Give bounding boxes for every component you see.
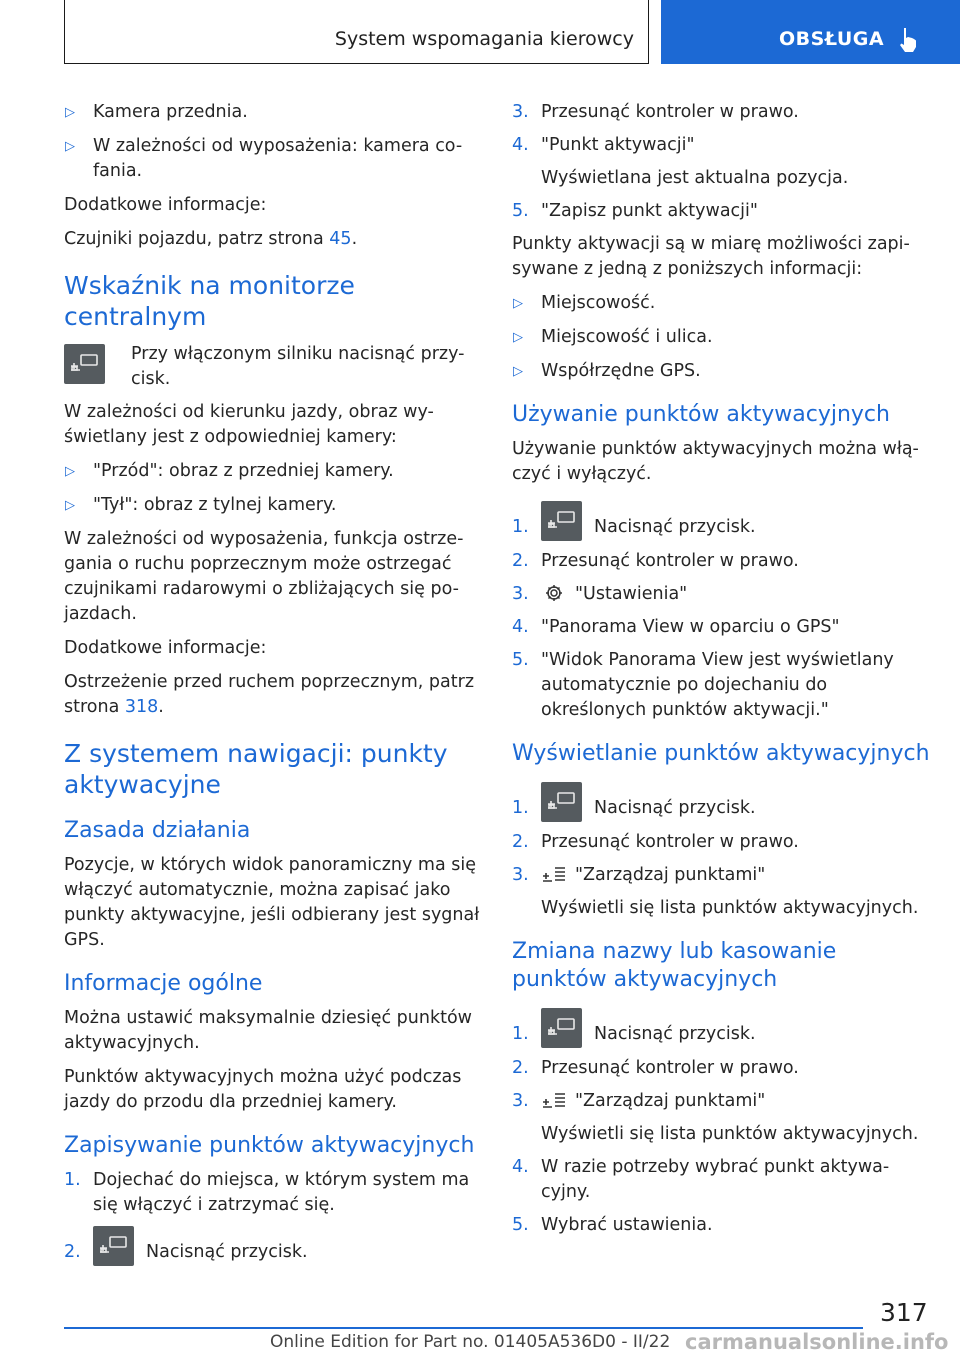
step-note: Wyświetli się lista punktów aktywacyjnych. — [541, 898, 919, 918]
step-item: 3. "Zarządzaj punktami" — [512, 863, 930, 888]
list-item: ▷ Miejscowość. — [512, 291, 930, 316]
header-section-box — [64, 0, 649, 64]
step-number: 2. — [64, 1242, 81, 1262]
step-number: 3. — [512, 1091, 529, 1111]
step-number: 3. — [512, 102, 529, 122]
list-manage-icon — [541, 864, 567, 884]
subsection-heading: Informacje ogólne — [64, 971, 263, 996]
step-item: 4. "Panorama View w oparciu o GPS" — [512, 615, 930, 640]
step-number: 1. — [512, 1024, 529, 1044]
header-tab — [661, 0, 960, 64]
step-number: 5. — [512, 1215, 529, 1235]
camera-view-button-icon — [541, 1008, 582, 1048]
step-number: 4. — [512, 1157, 529, 1177]
subsection-heading: Zasada działania — [64, 818, 251, 843]
step-item: 3. "Zarządzaj punktami" — [512, 1089, 930, 1114]
paragraph: Dodatkowe informacje: — [64, 638, 267, 658]
paragraph: Ostrzeżenie przed ruchem poprzecznym, patrz strona 318. — [64, 672, 475, 717]
camera-view-button-icon — [64, 344, 105, 384]
step-item: 1. Nacisnąć przycisk. — [512, 1008, 930, 1048]
step-item: 5. Wybrać ustawienia. — [512, 1213, 930, 1238]
bullet-icon: ▷ — [65, 498, 75, 513]
step-item: 2. Przesunąć kontroler w prawo. — [512, 830, 930, 855]
paragraph: Można ustawić maksymalnie dziesięć punktów aktywacyjnych. — [64, 1008, 472, 1053]
subsection-heading: Zapisywanie punktów aktywacyjnych — [64, 1133, 475, 1158]
step-item: 2. Przesunąć kontroler w prawo. — [512, 549, 930, 574]
paragraph: W zależności od wyposażenia, funkcja ostrze-gania o ruchu poprzecznym może ostrzegać czujnikami radarowymi o zbliżających się po-jazdach. — [64, 529, 464, 624]
page-link[interactable]: 45 — [329, 229, 352, 249]
paragraph: W zależności od kierunku jazdy, obraz wy-świetlany jest z odpowiedniej kamery: — [64, 402, 434, 447]
paragraph: Pozycje, w których widok panoramiczny ma się włączyć automatycznie, można zapisać jako punkty aktywacyjne, jeśli odbierany jest sygnał GPS. — [64, 855, 480, 950]
right-column — [512, 100, 930, 1246]
step-number: 4. — [512, 135, 529, 155]
step-item: 2. Przesunąć kontroler w prawo. — [512, 1056, 930, 1081]
list-item: ▷ Współrzędne GPS. — [512, 359, 930, 384]
section-title: System wspomagania kierowcy — [334, 28, 634, 50]
pointing-hand-icon — [897, 26, 919, 54]
list-item: ▷ W zależności od wyposażenia: kamera co-fania. — [65, 136, 463, 181]
bullet-icon: ▷ — [65, 105, 75, 120]
paragraph: Punkty aktywacji są w miarę możliwości zapi-sywane z jedną z poniższych informacji: — [512, 234, 910, 279]
edition-note: Online Edition for Part no. 01405A536D0 - II/22 — [270, 1332, 671, 1352]
paragraph: Czujniki pojazdu, patrz strona 45. — [64, 229, 358, 249]
list-item: ▷ "Tył": obraz z tylnej kamery. — [64, 493, 482, 518]
subsection-heading: Zmiana nazwy lub kasowanie punktów aktywacyjnych — [512, 939, 837, 992]
list-item: ▷ "Przód": obraz z przedniej kamery. — [64, 459, 482, 484]
section-heading: Wskaźnik na monitorze centralnym — [64, 271, 355, 331]
bullet-icon: ▷ — [65, 139, 75, 154]
subsection-heading: Używanie punktów aktywacyjnych — [512, 402, 890, 427]
step-item: 1. Dojechać do miejsca, w którym system ma się włączyć i zatrzymać się. — [64, 1170, 470, 1215]
step-number: 4. — [512, 617, 529, 637]
step-item: 4. "Punkt aktywacji" — [512, 133, 930, 158]
step-number: 2. — [512, 1058, 529, 1078]
step-number: 1. — [512, 517, 529, 537]
step-number: 1. — [512, 798, 529, 818]
step-number: 3. — [512, 865, 529, 885]
bullet-icon: ▷ — [513, 330, 523, 345]
step-note: Wyświetlana jest aktualna pozycja. — [541, 168, 849, 188]
step-number: 5. — [512, 201, 529, 221]
footer-divider — [64, 1327, 863, 1329]
step-number: 3. — [512, 584, 529, 604]
page-link[interactable]: 318 — [124, 697, 159, 717]
step-item: 3. Przesunąć kontroler w prawo. — [512, 100, 930, 125]
paragraph: Punktów aktywacyjnych można użyć podczas jazdy do przodu dla przedniej kamery. — [64, 1067, 462, 1112]
step-item: 5. "Widok Panorama View jest wyświetlany automatycznie po dojechaniu do określonych punktów aktywacji." — [512, 650, 894, 720]
page-number: 317 — [880, 1298, 928, 1327]
step-number: 5. — [512, 650, 529, 670]
gear-icon — [541, 583, 567, 603]
step-item: 4. W razie potrzeby wybrać punkt aktywa-cyjny. — [512, 1157, 890, 1202]
watermark: carmanualsonline.info — [685, 1330, 949, 1354]
step-number: 2. — [512, 832, 529, 852]
step-item: 1. Nacisnąć przycisk. — [512, 782, 930, 822]
step-number: 1. — [64, 1170, 81, 1190]
paragraph: Dodatkowe informacje: — [64, 195, 267, 215]
step-item: 3. "Ustawienia" — [512, 582, 930, 607]
camera-view-button-icon — [541, 501, 582, 541]
section-heading: Z systemem nawigacji: punkty aktywacyjne — [64, 739, 448, 799]
bullet-icon: ▷ — [65, 464, 75, 479]
camera-view-button-icon — [93, 1226, 134, 1266]
bullet-icon: ▷ — [513, 296, 523, 311]
step-item: 2. Nacisnąć przycisk. — [64, 1226, 482, 1266]
instruction-with-button: Przy włączonym silniku nacisnąć przy-cisk. — [64, 342, 482, 392]
step-number: 2. — [512, 551, 529, 571]
bullet-icon: ▷ — [513, 364, 523, 379]
camera-view-button-icon — [541, 782, 582, 822]
paragraph: Używanie punktów aktywacyjnych można włą-czyć i wyłączyć. — [512, 439, 919, 484]
list-item: ▷ Kamera przednia. — [64, 100, 482, 125]
step-note: Wyświetli się lista punktów aktywacyjnych. — [541, 1124, 919, 1144]
tab-label: OBSŁUGA — [779, 28, 885, 50]
left-column — [64, 100, 482, 1274]
subsection-heading: Wyświetlanie punktów aktywacyjnych — [512, 741, 930, 766]
step-item: 1. Nacisnąć przycisk. — [512, 501, 930, 541]
list-item: ▷ Miejscowość i ulica. — [512, 325, 930, 350]
list-manage-icon — [541, 1090, 567, 1110]
step-item: 5. "Zapisz punkt aktywacji" — [512, 199, 930, 224]
